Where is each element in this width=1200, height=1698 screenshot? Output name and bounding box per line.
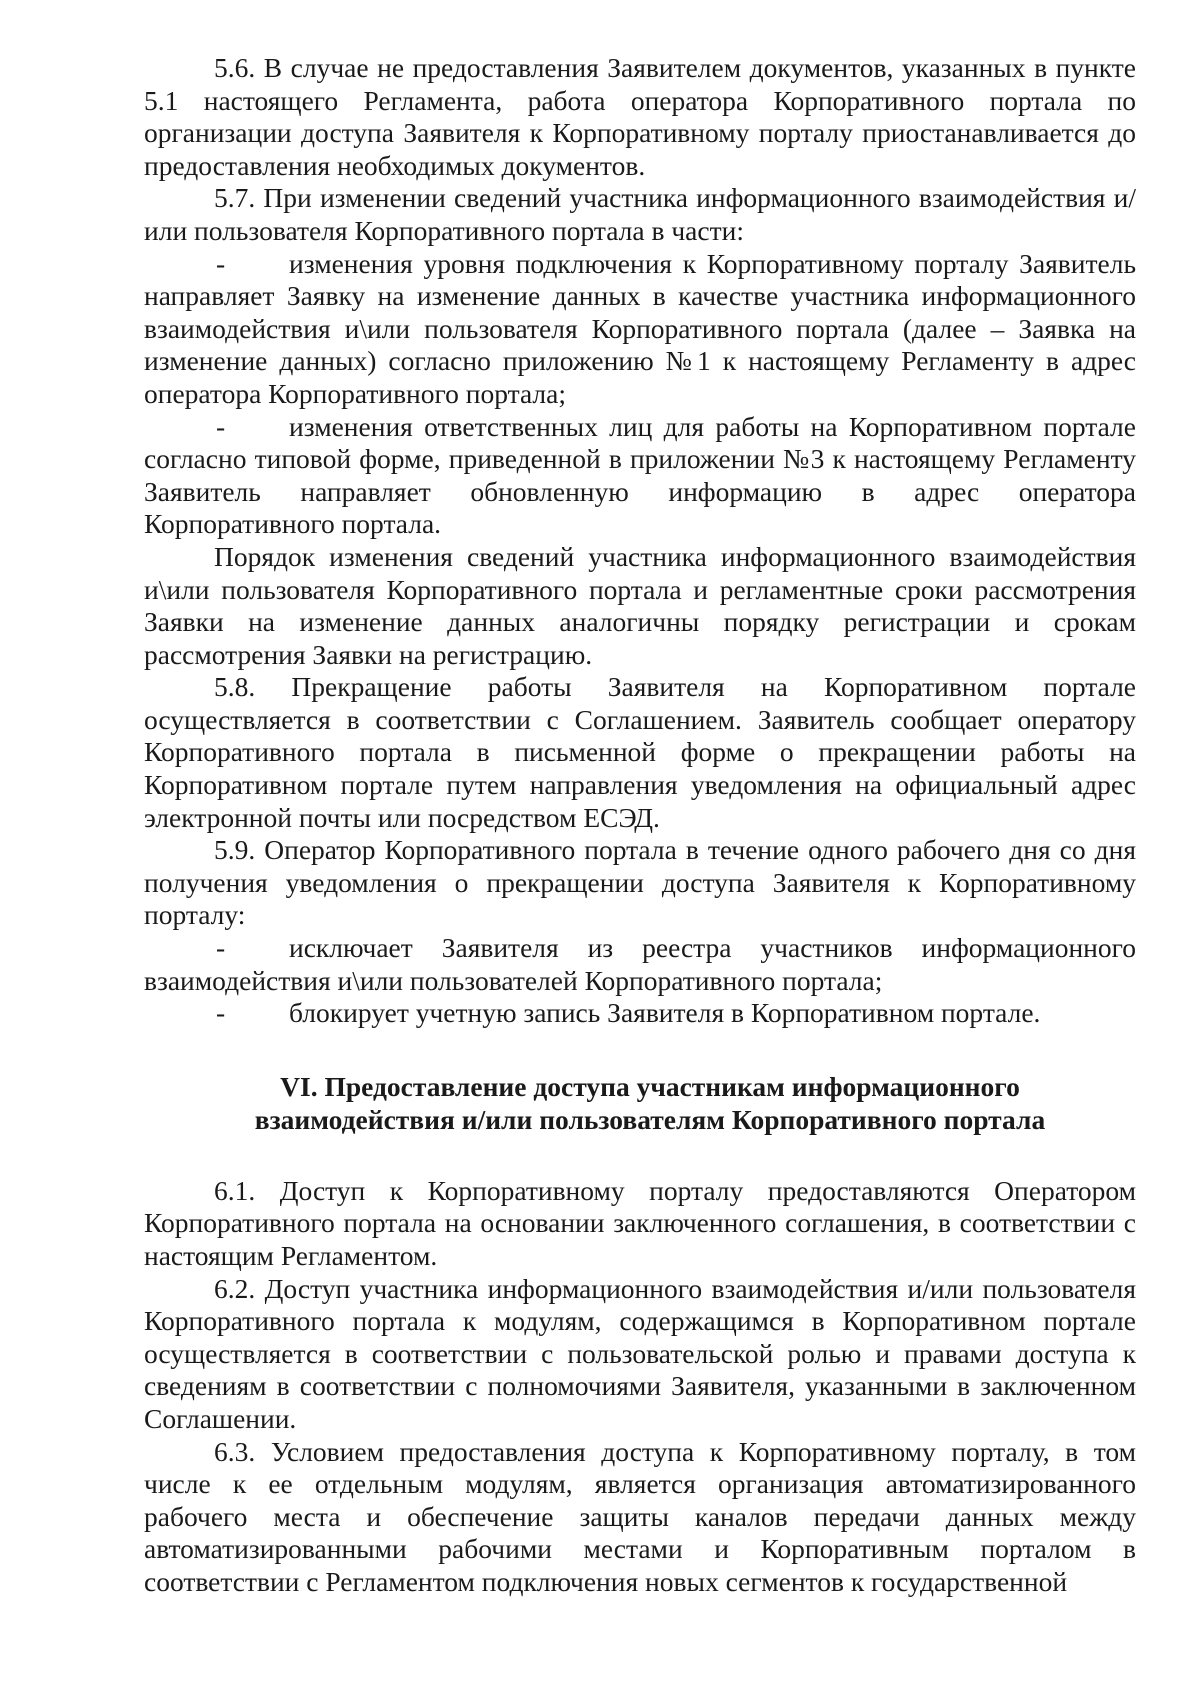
paragraph-6-2: 6.2. Доступ участника информационного взаимодействия и/или пользователя Корпоративного портала к модулям, содержащимся в Корпоративном портале осуществляется в соответствии с пользовательской ролью и правами доступа к сведениям в соответствии с полномочиями Заявителя, указанными в заключенном Соглашении. [144, 1272, 1136, 1434]
list-item-text: изменения ответственных лиц для работы на Корпоративном портале согласно типовой форме, приведенной в приложении №3 к настоящему Регламенту Заявитель направляет обновленную информацию в адрес оператора Корпоративного портала. [144, 410, 1136, 540]
list-item-text: блокирует учетную запись Заявителя в Корпоративном портале. [289, 997, 1041, 1029]
bullet-dash: - [216, 410, 226, 442]
list-item-text: изменения уровня подключения к Корпоративному порталу Заявитель направляет Заявку на изменение данных в качестве участника информационного взаимодействия и\или пользователя Корпоративного портала (далее – Заявка на изменение данных) согласно приложению №1 к настоящему Регламенту в адрес оператора Корпоративного портала; [144, 247, 1136, 409]
paragraph-5-9: 5.9. Оператор Корпоративного портала в течение одного рабочего дня со дня получения уведомления о прекращении доступа Заявителя к Корпоративному порталу: [144, 834, 1136, 931]
list-item-5-9-2 [144, 997, 1136, 1030]
document-page [144, 52, 1136, 1599]
paragraph-5-8: 5.8. Прекращение работы Заявителя на Корпоративном портале осуществляется в соответствии с Соглашением. Заявитель сообщает оператору Корпоративного портала в письменной форме о прекращении работы на Корпоративном портале путем направления уведомления на официальный адрес электронной почты или посредством ЕСЭД. [144, 671, 1136, 833]
paragraph-6-1: 6.1. Доступ к Корпоративному порталу предоставляются Оператором Корпоративного портала на основании заключенного соглашения, в соответствии с настоящим Регламентом. [144, 1174, 1136, 1271]
list-item-5-9-1 [144, 932, 1136, 997]
bullet-dash: - [216, 932, 226, 964]
list-item-5-7-1 [144, 248, 1136, 411]
bullet-dash: - [216, 247, 226, 279]
section-6-heading [144, 1070, 1136, 1136]
section-6-heading-line-1: VI. Предоставление доступа участникам информационного [280, 1070, 1020, 1102]
paragraph-5-7: 5.7. При изменении сведений участника информационного взаимодействия и/или пользователя Корпоративного портала в части: [144, 182, 1136, 246]
list-item-5-7-2 [144, 411, 1136, 541]
paragraph-5-6: 5.6. В случае не предоставления Заявителем документов, указанных в пункте 5.1 настоящего Регламента, работа оператора Корпоративного портала по организации доступа Заявителя к Корпоративному порталу приостанавливается до предоставления необходимых документов. [144, 52, 1136, 181]
bullet-dash: - [216, 997, 226, 1029]
paragraph-5-7-order: Порядок изменения сведений участника информационного взаимодействия и\или пользователя Корпоративного портала и регламентные сроки рассмотрения Заявки на изменение данных аналогичны порядку регистрации и срокам рассмотрения Заявки на регистрацию. [144, 540, 1136, 670]
paragraph-6-3: 6.3. Условием предоставления доступа к Корпоративному порталу, в том числе к ее отдельным модулям, является организация автоматизированного рабочего места и обеспечение защиты каналов передачи данных между автоматизированными рабочими местами и Корпоративным порталом в соответствии с Регламентом подключения новых сегментов к государственной [144, 1435, 1136, 1597]
section-6-heading-line-2: взаимодействия и/или пользователям Корпоративного портала [254, 1103, 1046, 1135]
list-item-text: исключает Заявителя из реестра участников информационного взаимодействия и\или пользователей Корпоративного портала; [144, 932, 1136, 996]
